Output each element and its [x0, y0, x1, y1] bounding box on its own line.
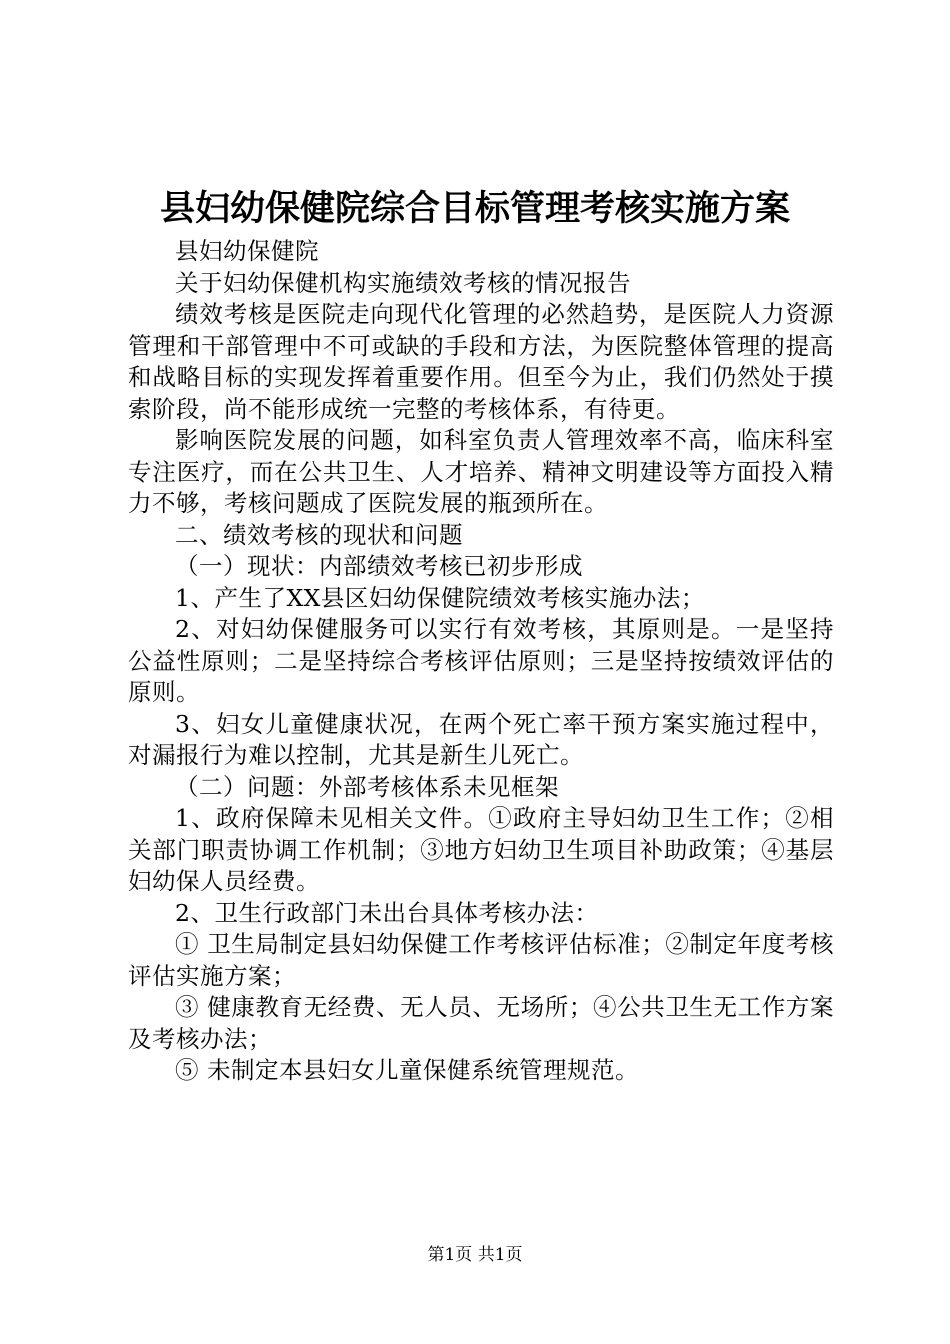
document-body — [128, 236, 834, 1087]
document-title: 县妇幼保健院综合目标管理考核实施方案 — [159, 188, 790, 229]
subsection-heading: （一）现状：内部绩效考核已初步形成 — [175, 552, 583, 580]
list-item: 1、政府保障未见相关文件。①政府主导妇幼卫生工作；②相关部门职责协调工作机制；③地方妇幼卫生项目补助政策；④基层妇幼保人员经费。 — [128, 804, 834, 895]
paragraph-report-title: 关于妇幼保健机构实施绩效考核的情况报告 — [175, 268, 631, 297]
subsection-heading: （二）问题：外部考核体系未见框架 — [175, 772, 559, 801]
list-item: ⑤ 未制定本县妇女儿童保健系统管理规范。 — [175, 1056, 639, 1084]
list-item: 3、妇女儿童健康状况，在两个死亡率干预方案实施过程中，对漏报行为难以控制，尤其是新生儿死亡。 — [128, 709, 834, 769]
list-item: ③ 健康教育无经费、无人员、无场所；④公共卫生无工作方案及考核办法； — [128, 993, 834, 1053]
list-item: 2、卫生行政部门未出台具体考核办法： — [175, 898, 599, 927]
paragraph: 绩效考核是医院走向现代化管理的必然趋势，是医院人力资源管理和干部管理中不可或缺的手段和方法，为医院整体管理的提高和战略目标的实现发挥着重要作用。但至今为止，我们仍然处于摸索阶段，尚不能形成统一完整的考核体系，有待更。 — [128, 300, 834, 423]
list-item: 1、产生了XX县区妇幼保健院绩效考核实施办法； — [175, 583, 705, 612]
paragraph: 影响医院发展的问题，如科室负责人管理效率不高，临床科室专注医疗，而在公共卫生、人才培养、精神文明建设等方面投入精力不够，考核问题成了医院发展的瓶颈所在。 — [128, 426, 834, 517]
paragraph-org: 县妇幼保健院 — [175, 237, 319, 265]
section-heading: 二、绩效考核的现状和问题 — [175, 520, 463, 549]
list-item: 2、对妇幼保健服务可以实行有效考核，其原则是。一是坚持公益性原则；二是坚持综合考核评估原则；三是坚持按绩效评估的原则。 — [128, 615, 834, 706]
list-item: ① 卫生局制定县妇幼保健工作考核评估标准；②制定年度考核评估实施方案； — [128, 930, 834, 990]
page-footer: 第1页 共1页 — [427, 1245, 523, 1265]
